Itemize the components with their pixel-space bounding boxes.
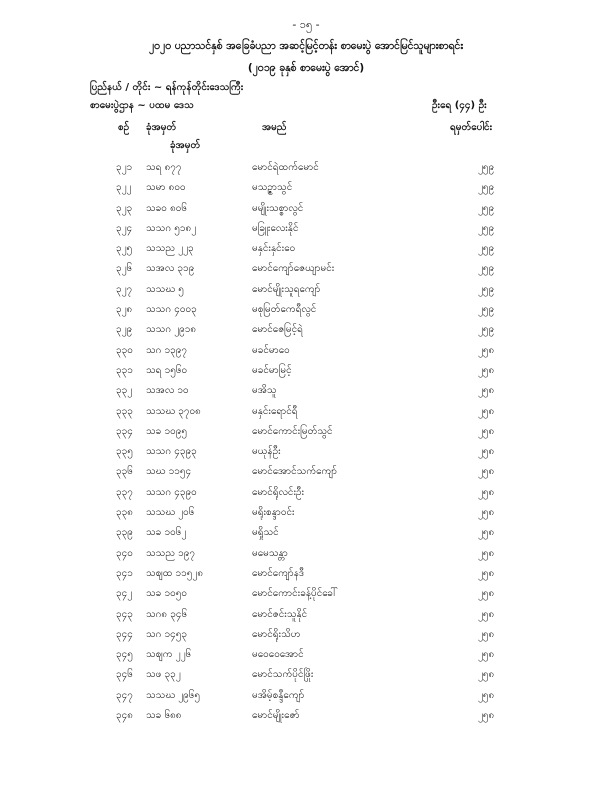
row-roll-no: သသဂ ၄၀၀၃ bbox=[146, 304, 197, 316]
row-roll-no: သခ ၆၈၈ bbox=[146, 710, 182, 722]
row-serial-no: ၃၃၆ bbox=[116, 466, 133, 478]
row-marks: ၂၅၈ bbox=[478, 567, 495, 579]
row-name: မသဉ္ဇာသွင် bbox=[252, 182, 293, 194]
header-serial-no: စဉ် bbox=[118, 122, 130, 133]
header-roll-no: ခုံအမှတ် bbox=[146, 122, 177, 133]
row-marks: ၂၅၈ bbox=[478, 628, 495, 640]
row-name: မရိုးစန္ဒာဝင်း bbox=[252, 507, 295, 519]
row-roll-no: သသဃ ၂၀၆ bbox=[146, 507, 195, 519]
row-serial-no: ၃၃၄ bbox=[116, 425, 133, 437]
row-serial-no: ၃၂၅ bbox=[116, 243, 133, 255]
row-roll-no: သဂ ၁၃၉၇ bbox=[146, 344, 188, 356]
table-row bbox=[0, 257, 612, 277]
row-name: မစုမြတ်ကေရီလွင် bbox=[252, 304, 317, 316]
row-name: မအိသူ bbox=[252, 385, 277, 397]
page-number: - ၁၅ - bbox=[292, 18, 320, 31]
row-serial-no: ၃၃၅ bbox=[116, 446, 133, 458]
row-serial-no: ၃၂၇ bbox=[116, 283, 133, 295]
table-row bbox=[0, 542, 612, 562]
row-marks: ၂၅၈ bbox=[478, 446, 495, 458]
row-marks: ၂၅၈ bbox=[478, 466, 495, 478]
table-row bbox=[0, 156, 612, 176]
row-marks: ၂၅၉ bbox=[478, 324, 495, 336]
table-row bbox=[0, 623, 612, 643]
row-marks: ၂၅၈ bbox=[478, 608, 495, 620]
row-serial-no: ၃၄၆ bbox=[116, 669, 133, 681]
row-serial-no: ၃၄၃ bbox=[116, 608, 133, 620]
row-serial-no: ၃၄၇ bbox=[116, 689, 133, 701]
row-roll-no: သရ ၈၇၇ bbox=[146, 162, 182, 173]
row-roll-no: သသဃ ၃၇၀၈ bbox=[146, 405, 201, 417]
row-serial-no: ၃၄၅ bbox=[116, 649, 133, 661]
row-serial-no: ၃၂၉ bbox=[116, 324, 133, 336]
row-name: မောင်ကောင်းမြတ်သွင် bbox=[252, 425, 333, 437]
header-name: အမည် bbox=[262, 122, 287, 133]
row-marks: ၂၅၈ bbox=[478, 588, 495, 600]
row-serial-no: ၃၃၀ bbox=[116, 344, 133, 356]
row-marks: ၂၅၉ bbox=[478, 182, 495, 194]
table-row bbox=[0, 481, 612, 501]
row-name: မောင်ရိုလင်းဦး bbox=[252, 486, 305, 498]
row-marks: ၂၅၉ bbox=[478, 162, 495, 173]
row-name: မောင်ရိုးသိဟ bbox=[252, 628, 301, 640]
row-name: မခြူးလေးနိုင် bbox=[252, 222, 299, 234]
row-marks: ၂၅၈ bbox=[478, 364, 495, 376]
row-roll-no: သရ ၁၅၆၀ bbox=[146, 364, 188, 376]
row-serial-no: ၃၂၂ bbox=[116, 182, 132, 194]
row-marks: ၂၅၈ bbox=[478, 669, 495, 681]
row-serial-no: ၃၄၄ bbox=[116, 628, 133, 640]
row-roll-no: သအလ ၁၀ bbox=[146, 385, 189, 397]
row-roll-no: သသဂ ၂၉၁၈ bbox=[146, 324, 197, 336]
row-serial-no: ၃၂၄ bbox=[116, 222, 133, 234]
row-name: မောင်သက်ပိုင်ဖြိုး bbox=[252, 669, 314, 681]
row-name: မယုန်ဦး bbox=[252, 446, 281, 458]
row-roll-no: သမာ ၈၀၀ bbox=[146, 182, 186, 194]
header-roll-no-sub: ခုံအမှတ် bbox=[170, 140, 201, 151]
table-row bbox=[0, 663, 612, 683]
exam-center-line: စာမေးပွဲဌာန ~ ပထမ ဒေသ bbox=[90, 100, 194, 111]
row-serial-no: ၃၄၁ bbox=[116, 567, 133, 579]
row-roll-no: သဖ ၃၃၂ bbox=[146, 669, 181, 681]
row-name: မောင်ဇေမြင့်ရဲ bbox=[252, 324, 303, 336]
row-name: မအိမ့်စန္ဒီကျော် bbox=[252, 689, 305, 701]
row-name: မောင်မျိုးဇော် bbox=[252, 710, 300, 722]
table-row bbox=[0, 217, 612, 237]
total-count: ဦးရေ (၄၄) ဦး bbox=[432, 100, 487, 111]
row-roll-no: သဂ၈ ၃၄၆ bbox=[146, 608, 188, 620]
row-name: မောင်ရဲထက်မောင် bbox=[252, 162, 319, 173]
table-row bbox=[0, 562, 612, 582]
row-roll-no: သခ ၁၀၅၀ bbox=[146, 588, 187, 600]
row-name: မမေသန္တာ bbox=[252, 547, 288, 559]
row-name: မနှင်းနှင်းဝေ bbox=[252, 243, 296, 255]
table-row bbox=[0, 176, 612, 196]
row-marks: ၂၅၈ bbox=[478, 689, 495, 701]
row-marks: ၂၅၈ bbox=[478, 507, 495, 519]
row-marks: ၂၅၈ bbox=[478, 385, 495, 397]
row-roll-no: သသဃ ၂၉၆၅ bbox=[146, 689, 201, 701]
table-row bbox=[0, 298, 612, 318]
row-marks: ၂၅၈ bbox=[478, 649, 495, 661]
row-marks: ၂၅၉ bbox=[478, 202, 495, 214]
row-serial-no: ၃၂၈ bbox=[116, 304, 133, 316]
table-row bbox=[0, 521, 612, 541]
row-roll-no: သခ ၁၀၉၅ bbox=[146, 425, 187, 437]
row-name: မမျိုးသစ္စာလွင် bbox=[252, 202, 304, 214]
table-row bbox=[0, 237, 612, 257]
row-serial-no: ၃၂၃ bbox=[116, 202, 133, 214]
row-marks: ၂၅၉ bbox=[478, 243, 495, 255]
row-name: မနှင်းရောင်ရီ bbox=[252, 405, 298, 417]
table-row bbox=[0, 603, 612, 623]
header-total-marks: ရမှတ်ပေါင်း bbox=[450, 122, 493, 133]
row-marks: ၂၅၈ bbox=[478, 344, 495, 356]
row-roll-no: သသည ၁၉၇ bbox=[146, 547, 196, 559]
row-serial-no: ၃၃၃ bbox=[116, 405, 133, 417]
table-row bbox=[0, 339, 612, 359]
table-row bbox=[0, 197, 612, 217]
row-roll-no: သသဂ ၄၃၉၀ bbox=[146, 486, 197, 498]
table-row bbox=[0, 420, 612, 440]
row-serial-no: ၃၄၈ bbox=[116, 710, 133, 722]
row-marks: ၂၅၉ bbox=[478, 283, 495, 295]
row-name: မောင်အောင်သက်ကျော် bbox=[252, 466, 338, 478]
row-roll-no: သသဃ ၅ bbox=[146, 283, 184, 295]
row-name: မဝေဝေအောင် bbox=[252, 649, 304, 661]
row-serial-no: ၃၃၁ bbox=[116, 364, 133, 376]
row-marks: ၂၅၈ bbox=[478, 547, 495, 559]
row-name: မောင်ကျော်နဒီ bbox=[252, 567, 305, 579]
table-row bbox=[0, 278, 612, 298]
row-serial-no: ၃၄၀ bbox=[116, 547, 133, 559]
row-roll-no: သဈက ၂၂၆ bbox=[146, 649, 192, 661]
row-marks: ၂၅၈ bbox=[478, 425, 495, 437]
row-name: မရှိုသင် bbox=[252, 527, 279, 539]
row-roll-no: သသဂ ၅၁၈၂ bbox=[146, 222, 197, 234]
table-row bbox=[0, 318, 612, 338]
row-marks: ၂၅၈ bbox=[478, 405, 495, 417]
row-serial-no: ၃၃၇ bbox=[116, 486, 133, 498]
table-row bbox=[0, 379, 612, 399]
region-line: ပြည်နယ် / တိုင်း ~ ရန်ကုန်တိုင်းဒေသကြီး bbox=[90, 82, 244, 93]
row-marks: ၂၅၈ bbox=[478, 527, 495, 539]
row-serial-no: ၃၂၆ bbox=[116, 263, 133, 275]
table-row bbox=[0, 400, 612, 420]
row-serial-no: ၃၃၈ bbox=[116, 507, 133, 519]
row-name: မောင်ကောင်းခန့်ပိုင်ခေါ် bbox=[252, 588, 338, 600]
document-title: ၂၀၂၀ ပညာသင်နှစ် အခြေခံပညာ အဆင့်မြင့်တန်း စာမေးပွဲ အောင်မြင်သူများစာရင်း bbox=[148, 40, 464, 52]
row-serial-no: ၃၂၁ bbox=[116, 162, 133, 173]
row-roll-no: သသဂ ၄၃၉၃ bbox=[146, 446, 197, 458]
results-table bbox=[0, 156, 612, 724]
row-name: မောင်ကျော်ဇေယျာမင်း bbox=[252, 263, 335, 275]
row-name: မခင်မာဝေ bbox=[252, 344, 290, 356]
row-roll-no: သခ ၁၀၆၂ bbox=[146, 527, 187, 539]
row-serial-no: ၃၃၂ bbox=[116, 385, 133, 397]
table-row bbox=[0, 460, 612, 480]
row-name: မောင်မျိုးသူရကျော် bbox=[252, 283, 321, 295]
row-marks: ၂၅၉ bbox=[478, 263, 495, 275]
table-row bbox=[0, 704, 612, 724]
table-row bbox=[0, 582, 612, 602]
row-roll-no: သဈထ ၁၁၅၂၈ bbox=[146, 567, 204, 579]
row-marks: ၂၅၉ bbox=[478, 222, 495, 234]
row-marks: ၂၅၈ bbox=[478, 710, 495, 722]
row-serial-no: ၃၄၂ bbox=[116, 588, 133, 600]
table-row bbox=[0, 359, 612, 379]
table-row bbox=[0, 440, 612, 460]
row-roll-no: သဂ ၁၄၅၃ bbox=[146, 628, 188, 640]
document-subtitle: (၂၀၁၉ ခုနှစ် စာမေးပွဲ အောင်) bbox=[247, 62, 365, 74]
row-roll-no: သဃ ၁၁၅၄ bbox=[146, 466, 192, 478]
table-row bbox=[0, 684, 612, 704]
row-marks: ၂၅၈ bbox=[478, 486, 495, 498]
row-name: မခင်မာမြင့် bbox=[252, 364, 292, 376]
row-name: မောင်ဇင်းသူနိုင် bbox=[252, 608, 308, 620]
row-marks: ၂၅၉ bbox=[478, 304, 495, 316]
table-row bbox=[0, 643, 612, 663]
row-roll-no: သအလ ၃၁၉ bbox=[146, 263, 195, 275]
table-row bbox=[0, 501, 612, 521]
row-roll-no: သသည ၂၂၃ bbox=[146, 243, 194, 255]
row-serial-no: ၃၃၉ bbox=[116, 527, 133, 539]
row-roll-no: သခ၀ ၈၀၆ bbox=[146, 202, 188, 214]
